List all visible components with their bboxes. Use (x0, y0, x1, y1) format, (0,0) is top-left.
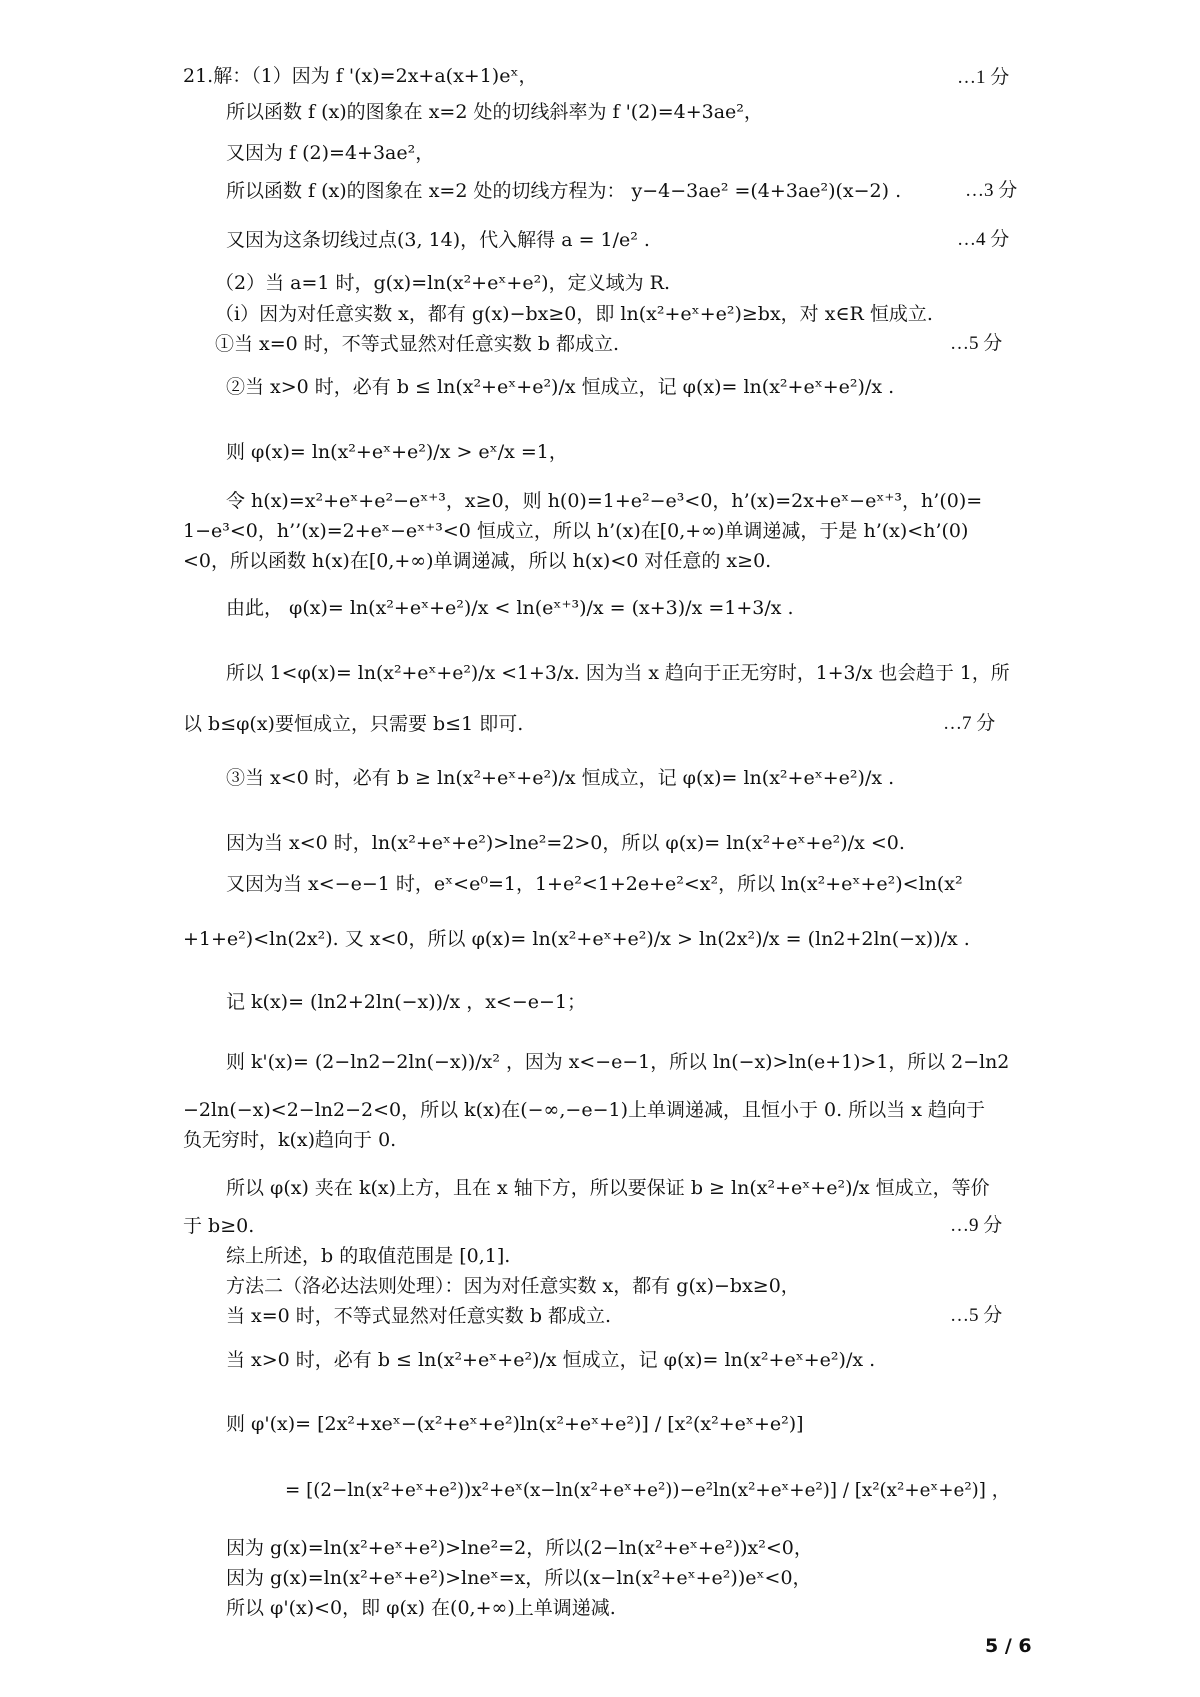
score-3: …3 分 (965, 180, 1018, 201)
line-2: 所以函数 f (x)的图象在 x=2 处的切线斜率为 f '(2)=4+3ae²， (226, 101, 763, 123)
score-1: …1 分 (957, 67, 1010, 88)
line-15: 所以 1<φ(x)= ln(x²+eˣ+e²)/x <1+3/x. 因为当 x 趋向于正无穷时，1+3/x 也会趋于 1，所 (226, 662, 1010, 684)
line-1 (183, 64, 538, 88)
line-33: 因为 g(x)=ln(x²+eˣ+e²)>lne²=2，所以(2−ln(x²+eˣ+e²))x²<0， (226, 1537, 813, 1559)
line-3: 又因为 f (2)=4+3ae²， (226, 142, 435, 164)
line-26: 于 b≥0. (183, 1215, 255, 1237)
line-7: （i）因为对任意实数 x，都有 g(x)−bx≥0，即 ln(x²+eˣ+e²)≥bx，对 x∈R 恒成立. (215, 303, 933, 325)
line-19: 又因为当 x<−e−1 时，eˣ<e⁰=1，1+e²<1+2e+e²<x²，所以 ln(x²+eˣ+e²)<ln(x² (226, 873, 963, 895)
page-number: 5 / 6 (985, 1635, 1032, 1657)
line-17: ③当 x<0 时，必有 b ≥ ln(x²+eˣ+e²)/x 恒成立，记 φ(x)= ln(x²+eˣ+e²)/x . (226, 767, 895, 789)
score-9: …9 分 (950, 1215, 1003, 1236)
line-35: 所以 φ'(x)<0，即 φ(x) 在(0,+∞)上单调递减. (226, 1597, 616, 1619)
score-7: …7 分 (943, 713, 996, 734)
line-12: 1−e³<0，h’’(x)=2+eˣ−eˣ⁺³<0 恒成立，所以 h’(x)在[0,+∞)单调递减，于是 h’(x)<h’(0) (183, 520, 969, 542)
line-21: 记 k(x)= (ln2+2ln(−x))/x ，x<−e−1； (226, 991, 587, 1013)
line-24: 负无穷时，k(x)趋向于 0. (183, 1129, 397, 1151)
line-1-text: 21.解：（1）因为 f '(x)=2x+a(x+1)eˣ， (183, 65, 538, 87)
line-8: ①当 x=0 时，不等式显然对任意实数 b 都成立. (215, 333, 620, 355)
line-32: = [(2−ln(x²+eˣ+e²))x²+eˣ(x−ln(x²+eˣ+e²))−e²ln(x²+eˣ+e²)] / [x²(x²+eˣ+e²)] ， (285, 1479, 1011, 1501)
line-11: 令 h(x)=x²+eˣ+e²−eˣ⁺³，x≥0，则 h(0)=1+e²−e³<0，h’(x)=2x+eˣ−eˣ⁺³，h’(0)= (226, 490, 983, 512)
line-22: 则 k'(x)= (2−ln2−2ln(−x))/x² ，因为 x<−e−1，所以 ln(−x)>ln(e+1)>1，所以 2−ln2 (226, 1051, 1010, 1073)
line-23: −2ln(−x)<2−ln2−2<0，所以 k(x)在(−∞,−e−1)上单调递减，且恒小于 0. 所以当 x 趋向于 (183, 1099, 986, 1121)
line-28: 方法二（洛必达法则处理）：因为对任意实数 x，都有 g(x)−bx≥0， (226, 1275, 800, 1297)
line-25: 所以 φ(x) 夹在 k(x)上方，且在 x 轴下方，所以要保证 b ≥ ln(x²+eˣ+e²)/x 恒成立，等价 (226, 1177, 990, 1199)
score-4: …4 分 (957, 229, 1010, 250)
line-30: 当 x>0 时，必有 b ≤ ln(x²+eˣ+e²)/x 恒成立，记 φ(x)= ln(x²+eˣ+e²)/x . (226, 1349, 876, 1371)
score-5b: …5 分 (950, 1305, 1003, 1326)
line-34: 因为 g(x)=ln(x²+eˣ+e²)>lneˣ=x，所以(x−ln(x²+eˣ+e²))eˣ<0， (226, 1567, 812, 1589)
line-10: 则 φ(x)= ln(x²+eˣ+e²)/x > eˣ/x =1， (226, 441, 568, 463)
line-16: 以 b≤φ(x)要恒成立，只需要 b≤1 即可. (183, 713, 524, 735)
line-9: ②当 x>0 时，必有 b ≤ ln(x²+eˣ+e²)/x 恒成立，记 φ(x)= ln(x²+eˣ+e²)/x . (226, 376, 895, 398)
line-6: （2）当 a=1 时，g(x)=ln(x²+eˣ+e²)，定义域为 R. (215, 272, 670, 294)
line-14: 由此， φ(x)= ln(x²+eˣ+e²)/x < ln(eˣ⁺³)/x = (x+3)/x =1+3/x . (226, 597, 794, 619)
line-4: 所以函数 f (x)的图象在 x=2 处的切线方程为： y−4−3ae² =(4+3ae²)(x−2) . (226, 180, 902, 202)
line-20: +1+e²)<ln(2x²). 又 x<0，所以 φ(x)= ln(x²+eˣ+e²)/x > ln(2x²)/x = (ln2+2ln(−x))/x . (183, 928, 970, 950)
line-18: 因为当 x<0 时，ln(x²+eˣ+e²)>lne²=2>0，所以 φ(x)= ln(x²+eˣ+e²)/x <0. (226, 832, 905, 854)
line-29: 当 x=0 时，不等式显然对任意实数 b 都成立. (226, 1305, 612, 1327)
line-13: <0，所以函数 h(x)在[0,+∞)单调递减，所以 h(x)<0 对任意的 x≥0. (183, 550, 772, 572)
line-5: 又因为这条切线过点(3, 14)，代入解得 a = 1/e² . (226, 229, 650, 251)
score-5: …5 分 (950, 333, 1003, 354)
line-27: 综上所述，b 的取值范围是 [0,1]. (226, 1245, 511, 1267)
line-31: 则 φ'(x)= [2x²+xeˣ−(x²+eˣ+e²)ln(x²+eˣ+e²)] / [x²(x²+eˣ+e²)] (226, 1413, 804, 1435)
